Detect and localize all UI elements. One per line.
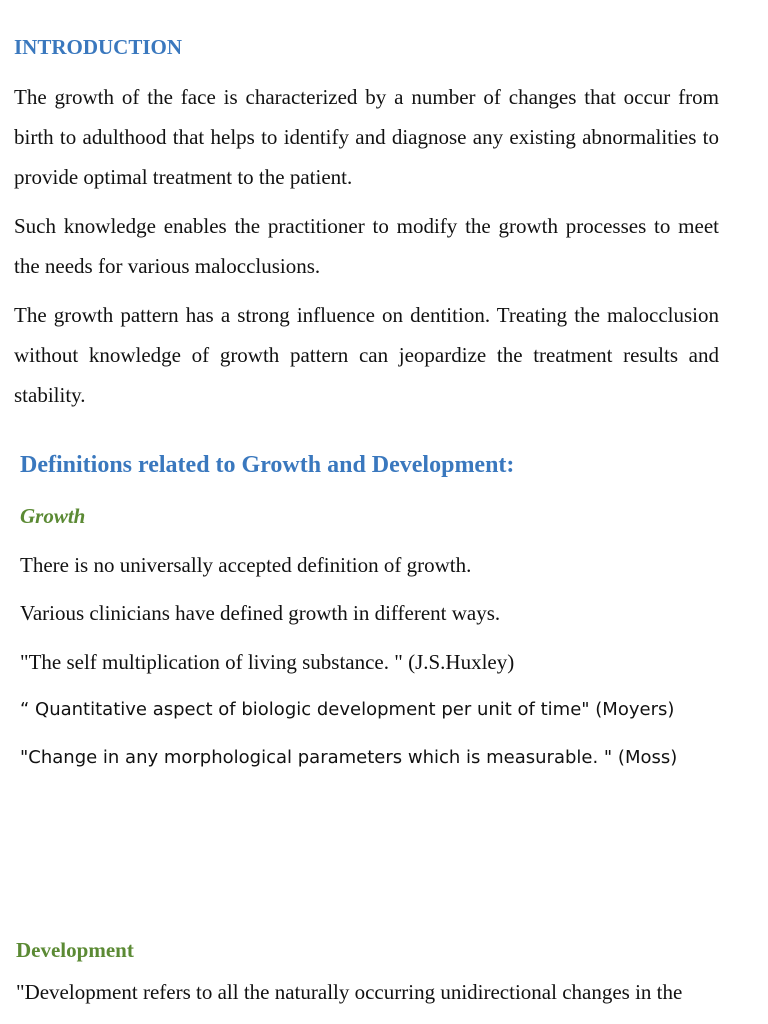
intro-paragraph-1: The growth of the face is characterized by a number of changes that occur from birth to adulthood that helps to identify and diagnose any existing abnormalities to provide optimal treatment to the patient. (14, 85, 719, 189)
development-text: "Development refers to all the naturally occurring unidirectional changes in the (16, 980, 683, 1004)
growth-heading: Growth (20, 504, 86, 528)
intro-paragraph-3: The growth pattern has a strong influence on dentition. Treating the malocclusion without knowledge of growth pattern can jeopardize the treatment results and stability. (14, 303, 719, 407)
development-heading: Development (16, 938, 134, 962)
growth-line-2: Various clinicians have defined growth in different ways. (20, 601, 501, 625)
introduction-heading: INTRODUCTION (14, 35, 183, 59)
growth-line-huxley: "The self multiplication of living substance. " (J.S.Huxley) (20, 650, 515, 674)
intro-paragraph-2: Such knowledge enables the practitioner to modify the growth processes to meet the needs for various malocclusions. (14, 214, 719, 278)
growth-quote-moyers: “ Quantitative aspect of biologic development per unit of time" (Moyers) (20, 699, 675, 720)
growth-line-1: There is no universally accepted definition of growth. (20, 553, 472, 577)
growth-quote-moss: "Change in any morphological parameters which is measurable. " (Moss) (20, 747, 678, 768)
definitions-heading: Definitions related to Growth and Development: (20, 452, 515, 478)
